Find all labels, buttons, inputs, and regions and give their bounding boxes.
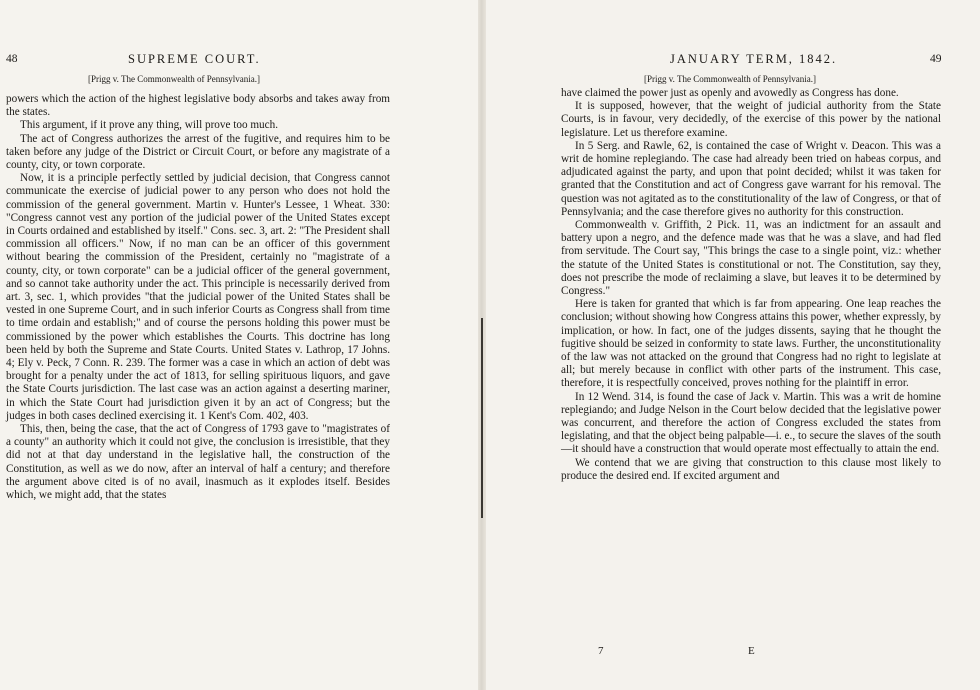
case-reference: [Prigg v. The Commonwealth of Pennsylvania.] xyxy=(644,74,816,84)
paragraph: Now, it is a principle perfectly settled by judicial decision, that Congress cannot communicate the exercise of judicial power to any person who does not hold the commission of the general government. Martin v. Hunter's Lessee, 1 Wheat. 330: "Congress cannot vest any portion of the judicial power of the United States except in Courts ordained and established by itself." Cons. sec. 3, art. 2: "The President shall commission all officers." Now, if no man can be an officer of this government without bearing the commission of the President, certainly no "magistrate of a county, city, or town corporate" can be a judicial officer of the general government, and so cannot take authority under the act. This principle is necessarily derived from art. 3, sec. 1, which provides "that the judicial power of the United States shall be vested in one Supreme Court, and in such inferior Courts as Congress shall from time to time ordain and establish;" and of course the persons holding this power must be commissioned by the power which establishes the Courts. This doctrine has long been held by both the Supreme and State Courts. United States v. Lathrop, 17 Johns. 4; Ely v. Peck, 7 Conn. R. 239. The former was a case in which an action of debt was brought for a penalty under the act of 1813, for selling spirituous liquors, and gave the State Courts jurisdiction. The last case was an action against a deserting mariner, in which the State Court had jurisdiction given it by an act of Congress; but the judges in both cases declined exercising it. 1 Kent's Com. 402, 403. xyxy=(6,172,390,422)
running-head: SUPREME COURT. xyxy=(128,52,261,66)
signature-letter: E xyxy=(748,645,755,657)
paragraph: powers which the action of the highest legislative body absorbs and takes away from the states. xyxy=(6,93,390,119)
page-number: 48 xyxy=(6,53,18,65)
paragraph: Commonwealth v. Griffith, 2 Pick. 11, was an indictment for an assault and battery upon a negro, and the defence made was that he was a slave, and had fled from servitude. The Court say, "This brings the case to a single point, viz.: whether the statute of the United States is constitutional or not. The Constitution, say they, does not prescribe the mode of reclaiming a slave, but leaves it to be determined by Congress." xyxy=(561,219,941,298)
paragraph: Here is taken for granted that which is far from appearing. One leap reaches the conclusion; without showing how Congress attains this power, whether expressly, by implication, or how. In fact, one of the judges dissents, saying that he thought the fugitive should be seized in conformity to state laws. Further, the unconstitutionality of the law was not attacked on the ground that Congress had no right to legislate at all; but merely because in conflict with other parts of the instrument. This case, therefore, it is respectfully conceived, proves nothing for the plaintiff in error. xyxy=(561,298,941,390)
signature-number: 7 xyxy=(598,645,604,657)
paragraph: In 5 Serg. and Rawle, 62, is contained the case of Wright v. Deacon. This was a writ de homine replegiando. The case had already been tried on habeas corpus, and adjudicated against the party, and upon that point decided; whilst it was taken for granted that the Constitution and act of Congress gave warrant for his removal. The question was not agitated as to the constitutionality of the law of Congress, or that of Pennsylvania; and the case therefore gives no authority for this construction. xyxy=(561,139,941,218)
paragraph: have claimed the power just as openly and avowedly as Congress has done. xyxy=(561,87,899,99)
paragraph: The act of Congress authorizes the arrest of the fugitive, and requires him to be taken before any judge of the District or Circuit Court, or before any magistrate of a county, city, or town corporate. xyxy=(6,132,390,172)
case-reference: [Prigg v. The Commonwealth of Pennsylvania.] xyxy=(88,74,260,84)
page-number: 49 xyxy=(930,53,942,65)
running-head: JANUARY TERM, 1842. xyxy=(670,52,838,66)
paragraph: This, then, being the case, that the act of Congress of 1793 gave to "magistrates of a county" an authority which it could not give, the conclusion is irresistible, that they did not at that day understand in the legislative hall, the construction of the Constitution, as well as we do now, after an interval of half a century; and therefore the argument above cited is of no avail, inasmuch as it explodes itself. Besides which, we might add, that the states xyxy=(6,423,390,502)
gutter-shadow xyxy=(481,318,483,518)
paragraph: This argument, if it prove any thing, will prove too much. xyxy=(20,119,278,132)
right-page xyxy=(486,0,980,690)
body-text xyxy=(561,87,941,483)
left-page xyxy=(0,0,478,690)
paragraph: In 12 Wend. 314, is found the case of Jack v. Martin. This was a writ de homine replegiando; and Judge Nelson in the Court below decided that the legislative power was concurrent, and therefore the action of Congress excluded the states from legislating, and that the object being palpable—i. e., to secure the slaves of the south—it should have a construction that would operate most effectually to attain the end. xyxy=(561,390,941,456)
body-text xyxy=(6,93,390,502)
paragraph: We contend that we are giving that construction to this clause most likely to produce the desired end. If excited argument and xyxy=(561,456,941,482)
paragraph: It is supposed, however, that the weight of judicial authority from the State Courts, is in favour, very decidedly, of the exercise of this power by the national legislature. Let us therefore examine. xyxy=(561,100,941,139)
